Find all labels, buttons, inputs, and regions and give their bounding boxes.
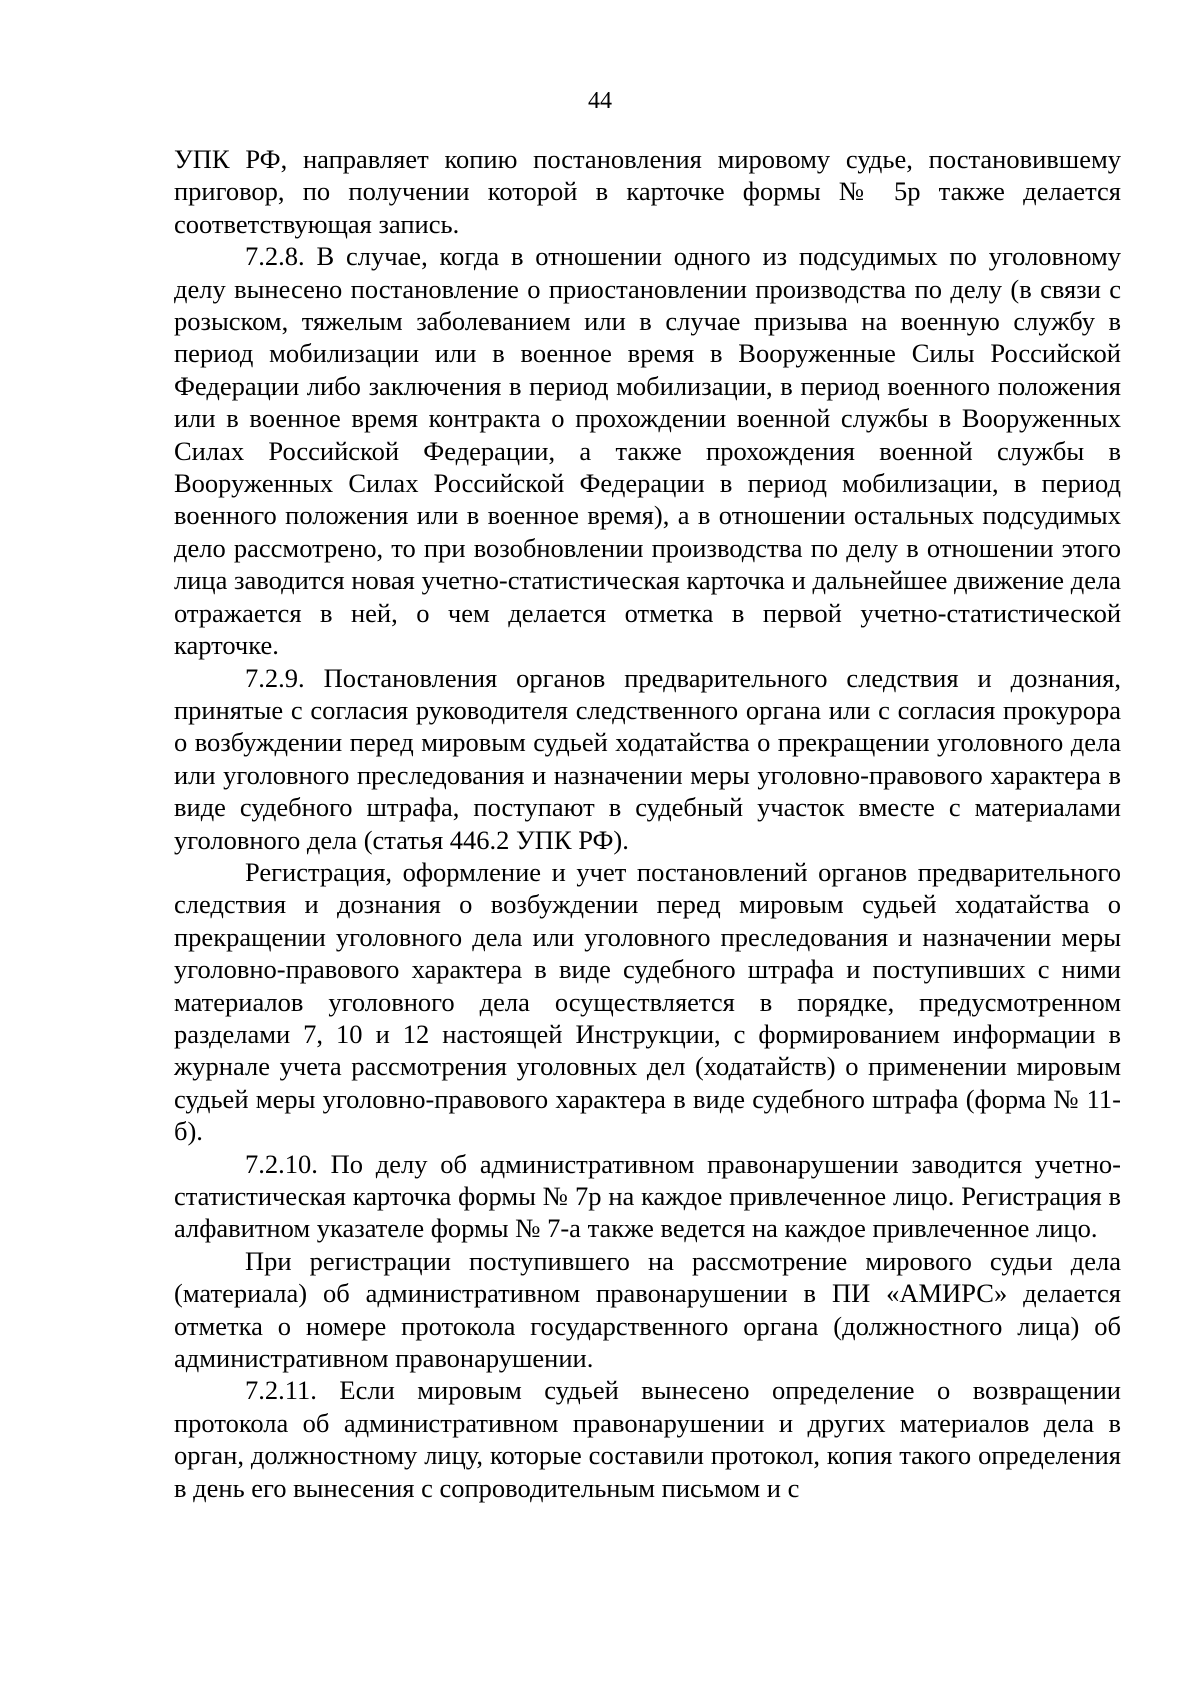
paragraph-7-2-11: 7.2.11. Если мировым судьей вынесено определение о возвращении протокола об административном правонарушении и других материалов дела в орган, должностному лицу, которые составили протокол, копия такого определения в день его вынесения с сопроводительным письмом и с (174, 1375, 1121, 1503)
page-number: 44 (588, 88, 612, 114)
paragraph-continuation: УПК РФ, направляет копию постановления мировому судье, постановившему приговор, по получении которой в карточке формы № 5р также делается соответствующая запись. (174, 144, 1121, 239)
document-body (174, 143, 1121, 1504)
paragraph-registration: Регистрация, оформление и учет постановлений органов предварительного следствия и дознания о возбуждении перед мировым судьей ходатайства о прекращении уголовного дела или уголовного преследования и назначении меры уголовно-правового характера в виде судебного штрафа и поступивших с ними материалов уголовного дела осуществляется в порядке, предусмотренном разделами 7, 10 и 12 настоящей Инструкции, с формированием информации в журнале учета рассмотрения уголовных дел (ходатайств) о применении мировым судьей меры уголовно-правового характера в виде судебного штрафа (форма № 11-б). (174, 856, 1121, 1147)
paragraph-7-2-9: 7.2.9. Постановления органов предварительного следствия и дознания, принятые с согласия руководителя следственного органа или с согласия прокурора о возбуждении перед мировым судьей ходатайства о прекращении уголовного дела или уголовного преследования и назначении меры уголовно-правового характера в виде судебного штрафа, поступают в судебный участок вместе с материалами уголовного дела (статья 446.2 УПК РФ). (174, 662, 1121, 855)
paragraph-7-2-10: 7.2.10. По делу об административном правонарушении заводится учетно-статистическая карточка формы № 7р на каждое привлеченное лицо. Регистрация в алфавитном указателе формы № 7-а также ведется на каждое привлеченное лицо. (174, 1148, 1121, 1244)
paragraph-amirs-registration: При регистрации поступившего на рассмотрение мирового судьи дела (материала) об административном правонарушении в ПИ «АМИРС» делается отметка о номере протокола государственного органа (должностного лица) об административном правонарушении. (174, 1245, 1121, 1374)
paragraph-7-2-8: 7.2.8. В случае, когда в отношении одного из подсудимых по уголовному делу вынесено постановление о приостановлении производства по делу (в связи с розыском, тяжелым заболеванием или в случае призыва на военную службу в период мобилизации или в военное время в Вооруженные Силы Российской Федерации либо заключения в период мобилизации, в период военного положения или в военное время контракта о прохождении военной службы в Вооруженных Силах Российской Федерации, а также прохождения военной службы в Вооруженных Силах Российской Федерации в период мобилизации, в период военного положения или в военное время), а в отношении остальных подсудимых дело рассмотрено, то при возобновлении производства по делу в отношении этого лица заводится новая учетно-статистическая карточка и дальнейшее движение дела отражается в ней, о чем делается отметка в первой учетно-статистической карточке. (174, 241, 1121, 661)
